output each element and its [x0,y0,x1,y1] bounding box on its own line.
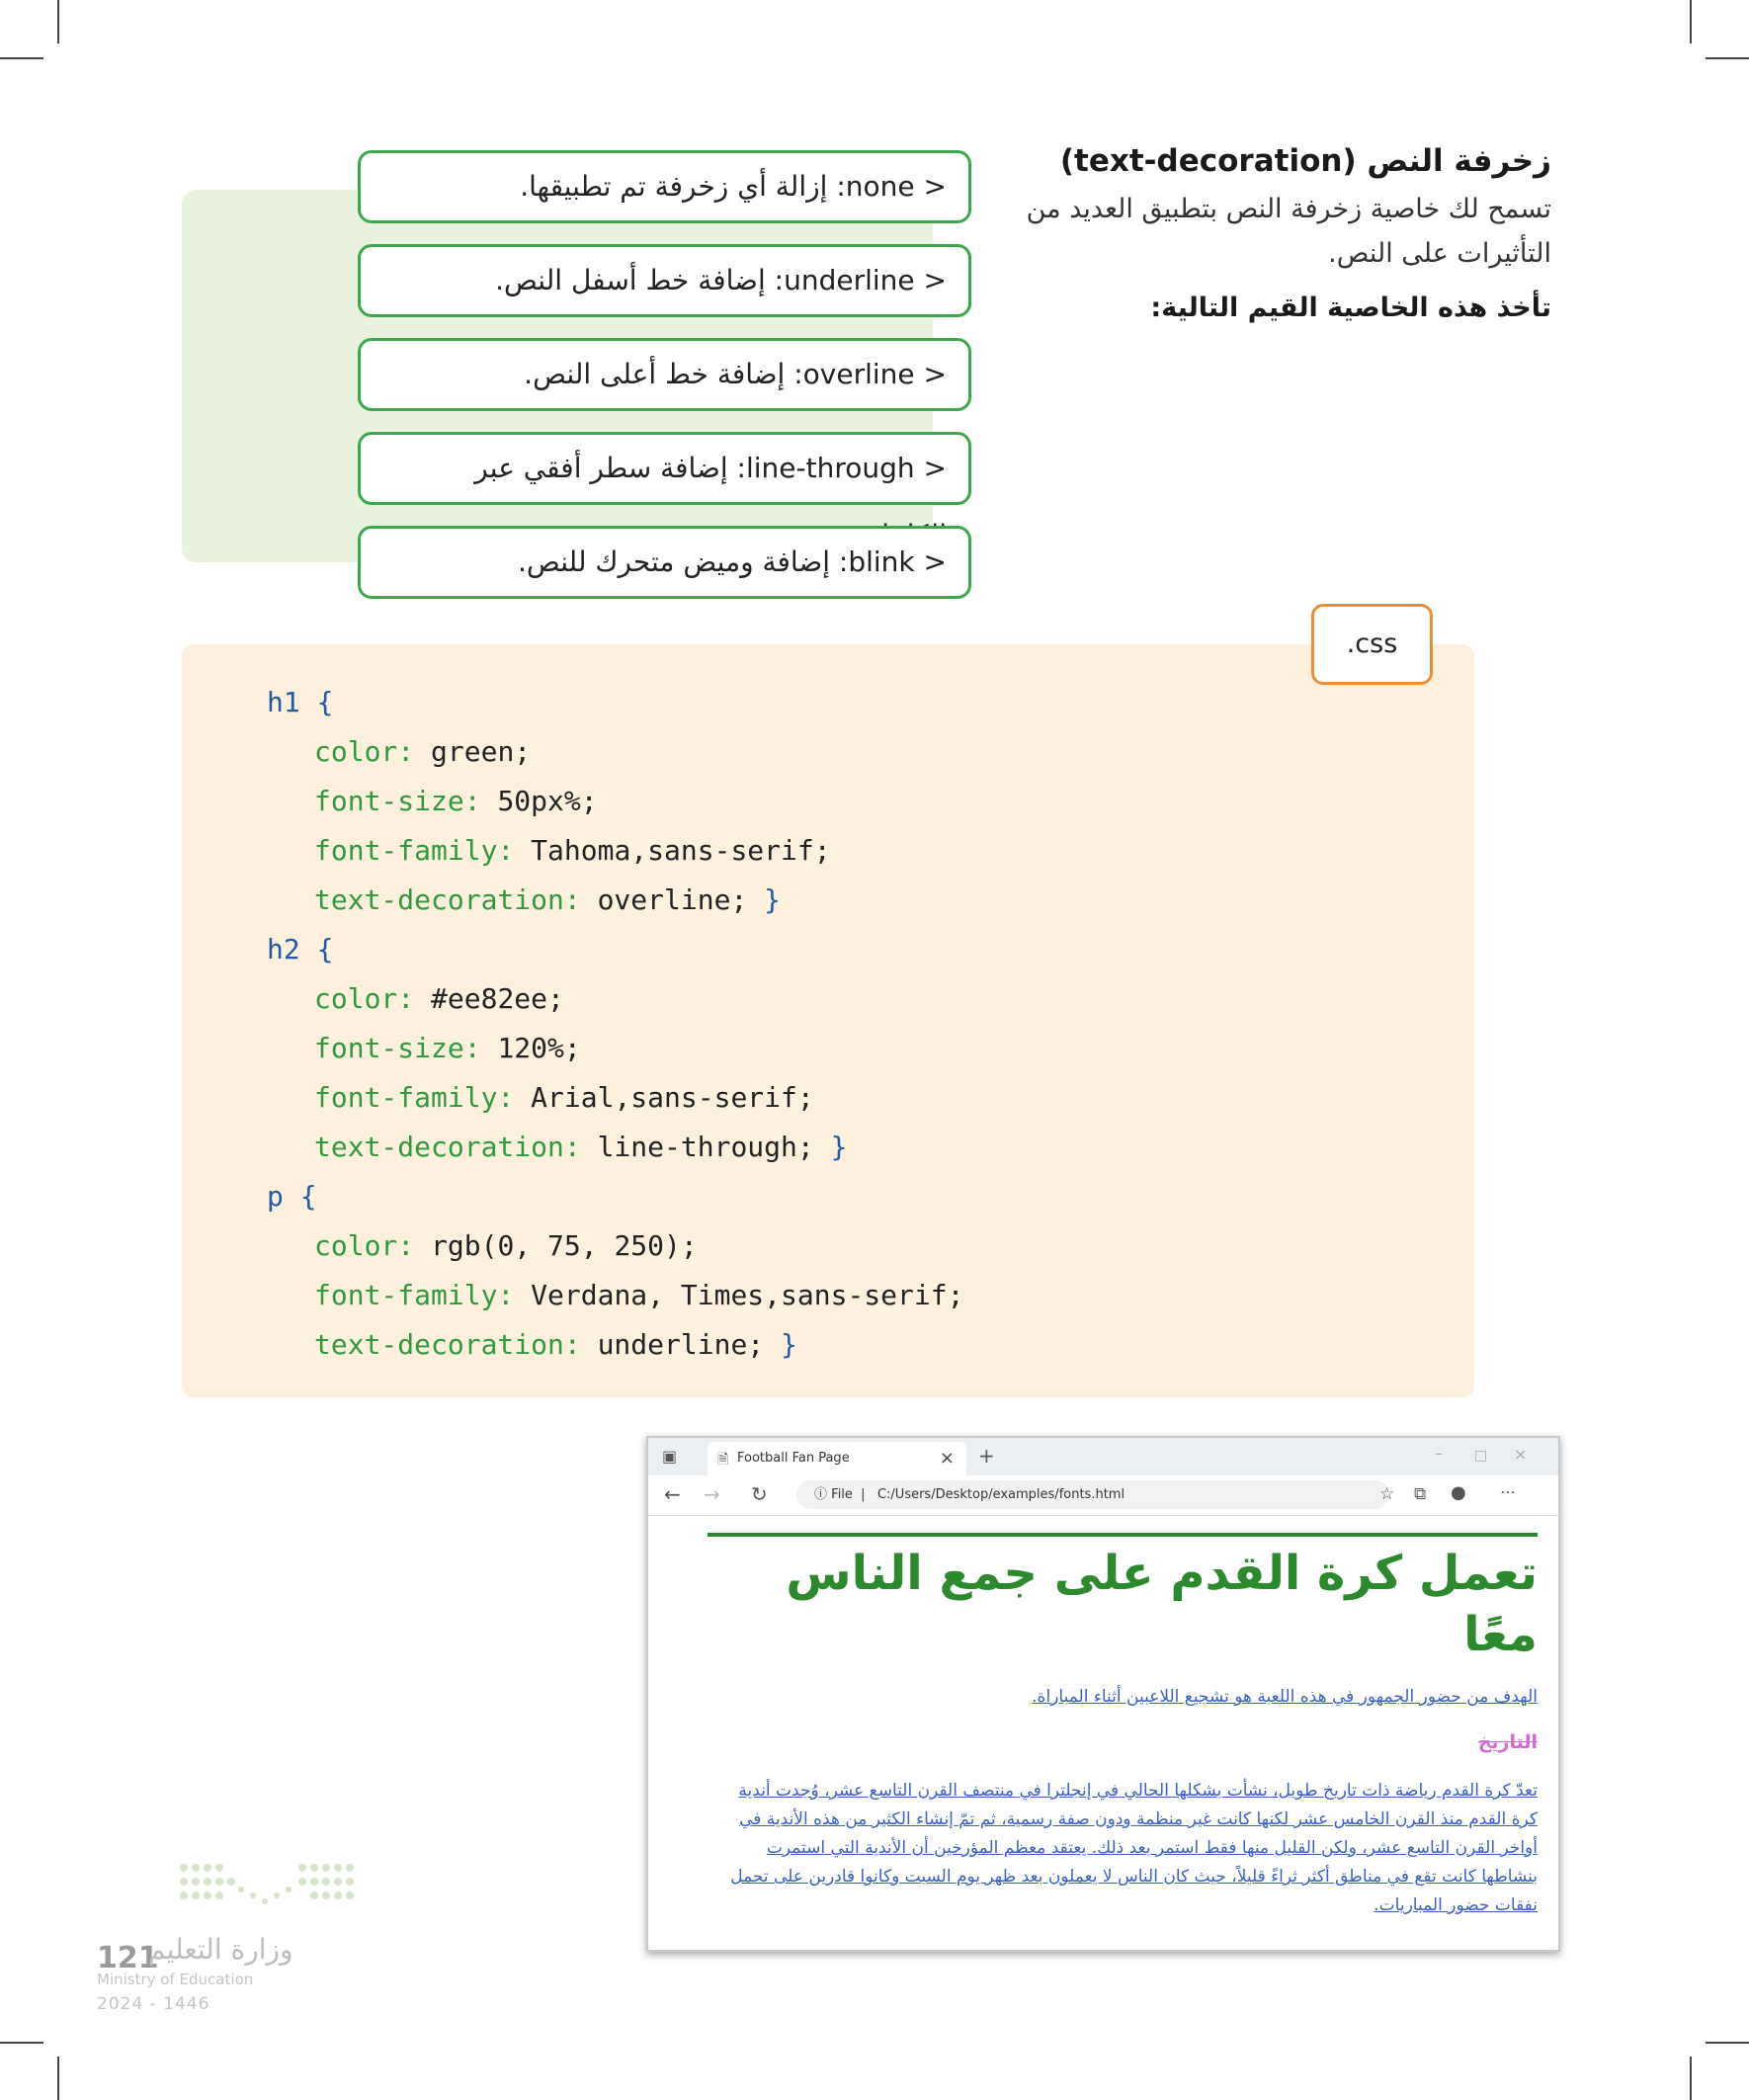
crop-mark [1706,57,1749,59]
page-icon: 🗎 [717,1452,729,1468]
minimize-icon[interactable]: – [1435,1444,1443,1463]
crop-mark [0,2042,43,2044]
ministry-name-ar: وزارة التعليم [148,1933,293,1966]
code-value: underline; [597,1328,765,1361]
tab-actions-icon[interactable]: ▣ [662,1447,678,1466]
value-desc: : إضافة خط أعلى النص. [524,358,803,390]
maximize-icon[interactable]: □ [1474,1448,1488,1464]
code-value: rgb(0, 75, 250); [431,1229,698,1262]
rendered-intro: الهدف من حضور الجمهور في هذه اللعبة هو تشجيع اللاعبين أثناء المباراة. [1032,1687,1538,1707]
back-icon[interactable]: ← [664,1482,681,1506]
css-file-tag: .css [1311,604,1433,685]
address-bar[interactable]: ⓘ File | C:/Users/Desktop/examples/fonts.html [796,1480,1389,1509]
code-property: color: [314,1229,415,1262]
ministry-logo-icon [180,1862,354,1915]
forward-icon[interactable]: → [704,1482,720,1506]
value-desc: : إضافة سطر أفقي عبر [474,452,746,484]
address-label: File [831,1487,853,1502]
code-selector: h2 [267,933,300,966]
code-brace: } [830,1131,848,1163]
section-description: تسمح لك خاصية زخرفة النص بتطبيق العديد من التأثيرات على النص. [1026,194,1551,269]
bullet-icon: < [923,264,947,296]
close-window-icon[interactable]: × [1514,1445,1528,1464]
collections-icon[interactable]: ⧉ [1414,1484,1427,1504]
code-property: color: [314,735,415,768]
refresh-icon[interactable]: ↻ [751,1482,768,1506]
code-property: text-decoration: [314,1328,581,1361]
code-selector: p [267,1180,284,1213]
page-number: 121 [97,1941,159,1975]
browser-window [646,1436,1560,1952]
value-item-underline [358,244,971,317]
info-icon: ⓘ [814,1487,828,1502]
section-intro [998,143,1551,330]
code-value: Tahoma,sans-serif; [531,834,831,867]
bullet-icon: < [923,358,947,390]
bullet-icon: < [923,546,947,578]
ministry-name-en: Ministry of Education [97,1971,254,1988]
academic-year: 2024 - 1446 [97,1994,210,2014]
value-item-blink [358,526,971,599]
code-property: text-decoration: [314,1131,581,1163]
value-item-overline [358,338,971,411]
value-name: none [845,170,915,203]
code-selector: h1 [267,686,300,718]
code-property: font-size: [314,785,481,817]
code-value: Arial,sans-serif; [531,1081,814,1114]
crop-mark [1690,2057,1692,2100]
bullet-icon: < [923,170,947,203]
rendered-h1: تعمل كرة القدم على جمع الناس معًا [708,1533,1538,1665]
code-value: overline; [597,883,748,916]
value-desc: : إزالة أي زخرفة تم تطبيقها. [520,170,846,203]
code-property: font-size: [314,1032,481,1064]
crop-mark [57,0,59,43]
crop-mark [57,2057,59,2100]
rendered-paragraph: تعدّ كرة القدم رياضة ذات تاريخ طويل، نشأت بشكلها الحالي في إنجلترا في منتصف القرن التاسع عشر، وُجدت أندية كرة القدم منذ القرن الخامس عشر لكنها كانت غير منظمة ودون صفة رسمية، ثم تمّ إنشاء الكثير من هذه الأندية في أواخر القرن التاسع عشر، ولكن القليل منها فقط استمر بعد ذلك. يعتقد معظم المؤرخين أن الأندية التي استمرت بنشاطها كانت تقع في مناطق أكثر ثراءً قليلاً، حيث كان الناس لا يعملون بعد ظهر يوم السبت وكانوا قادرين على تحمل نفقات حضور المباريات. [730,1781,1538,1915]
rendered-page [708,1533,1538,1920]
code-value: green; [431,735,532,768]
bullet-icon: < [923,452,947,484]
value-name: underline [784,264,915,296]
value-desc: : إضافة خط أسفل النص. [495,264,785,296]
navigation-bar [648,1475,1558,1516]
more-icon[interactable]: ⋯ [1500,1482,1516,1501]
code-value: 50px%; [497,785,598,817]
code-listing [267,678,963,1370]
code-value: line-through; [597,1131,814,1163]
value-name: overline [802,358,915,390]
rendered-h2: التاريخ [1477,1731,1538,1753]
code-property: font-family: [314,1081,515,1114]
favorites-icon[interactable]: ☆ [1379,1484,1395,1504]
value-name: line-through [745,452,915,484]
value-desc: : إضافة وميض متحرك للنص. [518,546,849,578]
code-property: font-family: [314,1279,515,1311]
crop-mark [1706,2042,1749,2044]
code-value: Verdana, Times,sans-serif; [531,1279,964,1311]
section-lead: تأخذ هذه الخاصية القيم التالية: [1150,293,1551,323]
code-brace: } [781,1328,797,1361]
code-brace: { [316,933,334,966]
code-property: font-family: [314,834,515,867]
tab-title: Football Fan Page [737,1451,850,1466]
code-property: text-decoration: [314,883,581,916]
close-tab-icon[interactable]: × [939,1448,955,1469]
section-title: زخرفة النص (text-decoration) [1059,143,1551,179]
code-brace: { [299,1180,317,1213]
code-value: 120%; [497,1032,581,1064]
value-name: blink [848,546,915,578]
code-brace: } [764,883,782,916]
tab-bar [648,1438,1558,1475]
value-item-none [358,150,971,223]
code-value: #ee82ee; [431,982,564,1015]
value-item-line-through [358,432,971,505]
code-brace: { [316,686,334,718]
address-url: C:/Users/Desktop/examples/fonts.html [876,1487,1125,1502]
crop-mark [0,57,43,59]
code-property: color: [314,982,415,1015]
crop-mark [1690,0,1692,43]
new-tab-icon[interactable]: + [978,1444,995,1468]
code-block [182,644,1474,1397]
profile-icon[interactable]: ● [1451,1482,1466,1503]
browser-tab[interactable] [708,1442,966,1475]
